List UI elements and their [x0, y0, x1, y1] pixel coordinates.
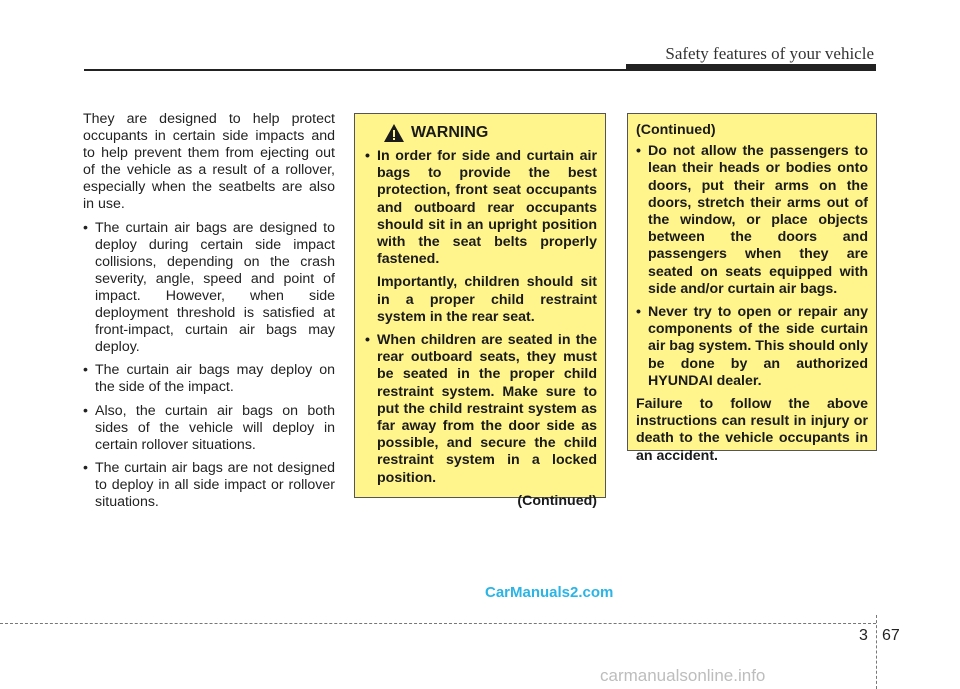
warning-continuation-text: Importantly, children should sit in a proper child restraint system in the rear seat. [377, 274, 597, 325]
list-item: • The curtain air bags are designed to deploy during certain side impact collisions, depending on the crash severity, angle, speed and point of impact. However, when side deployment threshold is satisfied at front-impact, curtain air bags may deploy. [83, 220, 335, 357]
list-item: • Also, the curtain air bags on both sides of the vehicle will deploy in certain rollover situations. [83, 403, 335, 454]
continued-bullet-list [636, 143, 868, 390]
watermark-link[interactable]: CarManuals2.com [485, 584, 614, 601]
continued-label: (Continued) [636, 122, 716, 138]
warning-header [383, 123, 597, 143]
continued-warning-box [627, 113, 877, 464]
list-item: • Never try to open or repair any components of the side curtain air bag system. This should only be done by an authorized HYUNDAI dealer. [636, 304, 868, 390]
warning-bullet-text: In order for side and curtain air bags to provide the best protection, front seat occupants and outboard rear occupants should sit in an upright position with the seat belts properly fastened. [377, 148, 597, 268]
bottom-watermark: carmanualsonline.info [600, 666, 766, 685]
section-number: 3 [859, 627, 868, 644]
list-item [365, 332, 597, 487]
left-column [83, 111, 335, 517]
warning-bullet-text: When children are seated in the rear outboard seats, they must be seated in the proper child restraint system. Make sure to put the child restraint system as far away from the door side as possible, and secure the child restraint system in a locked position. [377, 332, 597, 486]
page-number: 67 [882, 627, 900, 644]
warning-triangle-icon [383, 123, 405, 143]
footer-rule [0, 623, 876, 624]
list-item: • The curtain air bags are not designed to deploy in all side impact or rollover situations. [83, 460, 335, 511]
left-bullet-list [83, 220, 335, 512]
warning-bullet-list-2 [365, 332, 597, 487]
header-bar [626, 64, 876, 71]
warning-box [354, 113, 606, 509]
list-item: • The curtain air bags may deploy on the side of the impact. [83, 362, 335, 396]
warning-bullet-list [365, 148, 597, 268]
page-header-title: Safety features of your vehicle [665, 44, 874, 63]
warning-title: WARNING [411, 124, 489, 142]
footer-divider [876, 615, 877, 689]
continued-label: (Continued) [517, 492, 597, 509]
list-item: • Do not allow the passengers to lean their heads or bodies onto doors, put their arms on the doors, stretch their arms out of the window, or place objects between the doors and passengers when they are seated on seats equipped with side and/or curtain air bags. [636, 143, 868, 298]
final-warning-note: Failure to follow the above instructions can result in injury or death to the vehicle occupants in an accident. [636, 396, 868, 464]
list-item [365, 148, 597, 268]
intro-paragraph: They are designed to help protect occupants in certain side impacts and to help prevent them from ejecting out of the vehicle as a result of a rollover, especially when the seatbelts are also in use. [83, 111, 335, 213]
